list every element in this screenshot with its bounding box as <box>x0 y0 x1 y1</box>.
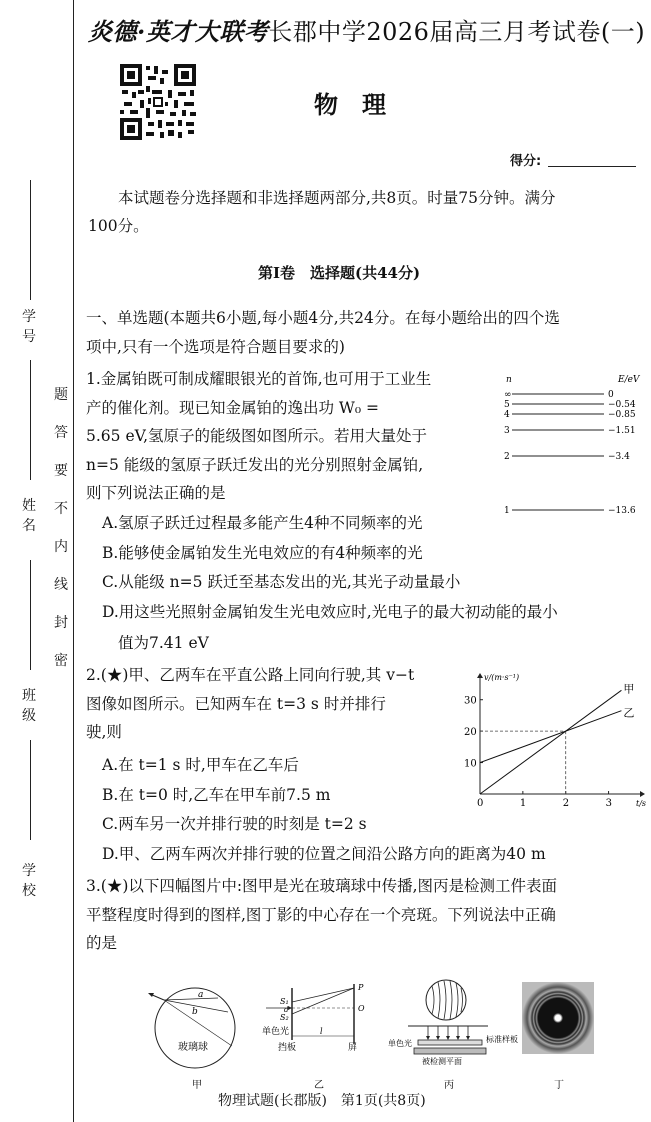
xingming-line <box>30 360 31 480</box>
energy-level-n: 5 <box>504 400 510 410</box>
seal-char: 不 <box>54 501 68 517</box>
q1-option-2: B.能够使金属铂发生光电效应的有4种频率的光 <box>102 543 423 562</box>
page-footer: 物理试题(长郡版) 第1页(共8页) <box>218 1093 426 1109</box>
figure-jia <box>140 980 250 1092</box>
seal-char: 内 <box>54 539 68 555</box>
standard-plate-label: 标准样板 <box>486 1035 518 1044</box>
q2-stem-line-2: 图像如图所示。已知两车在 t=3 s 时并排行 <box>86 694 386 713</box>
q1-stem-line-3: 5.65 eV,氢原子的能级图如图所示。若用大量处于 <box>86 427 428 445</box>
figure-yi <box>262 980 374 1092</box>
figure-bing-caption: 丙 <box>444 1080 454 1091</box>
figure-yi-caption: 乙 <box>314 1080 324 1091</box>
x-tick-label: 3 <box>605 798 612 809</box>
q1-stem-line-4: n=5 能级的氢原子跃迁发出的光分别照射金属铂, <box>86 455 424 474</box>
subject-title: 物 理 <box>314 90 386 119</box>
xuehao-line <box>30 180 31 300</box>
q2-stem-line-1: 2.(★)甲、乙两车在平直公路上同向行驶,其 v−t <box>86 666 415 684</box>
q2-option-4: D.甲、乙两车两次并排行驶的位置之间沿公路方向的距离为40 m <box>102 844 546 863</box>
ray-a-label: a <box>198 990 204 1000</box>
glass-ball-label: 玻璃球 <box>178 1042 208 1053</box>
banji-label: 班 级 <box>22 688 36 724</box>
q2-option-1: A.在 t=1 s 时,甲车在乙车后 <box>102 756 299 774</box>
series-label-jia: 甲 <box>623 682 635 696</box>
score-label: 得分: <box>510 154 542 169</box>
q2-stem-line-3: 驶,则 <box>86 723 122 741</box>
seal-char: 封 <box>54 615 68 631</box>
tested-plane-label: 被检测平面 <box>422 1057 462 1066</box>
l-label: l <box>320 1027 323 1036</box>
intro-line-2: 100分。 <box>88 217 149 235</box>
energy-level-n: 4 <box>504 410 510 420</box>
q3-stem-line-2: 平整程度时得到的图样,图丁影的中心存在一个亮斑。下列说法中正确 <box>86 905 556 924</box>
s2-label: S₂ <box>280 1013 289 1022</box>
xuexiao-label: 学 校 <box>22 863 36 899</box>
screen-label: 屏 <box>348 1043 358 1053</box>
score-blank[interactable] <box>548 166 636 167</box>
vt-chart <box>460 672 645 812</box>
figure-ding-caption: 丁 <box>554 1080 564 1091</box>
p-label: P <box>358 983 364 992</box>
s1-label: S₁ <box>280 997 289 1006</box>
brand-name: 炎德·英才大联考 <box>88 17 269 46</box>
q1-option-4: D.用这些光照射金属铂发生光电效应时,光电子的最大初动能的最小 <box>102 602 558 621</box>
figure-bing <box>388 976 518 1092</box>
q2-option-3: C.两车另一次并排行驶的时刻是 t=2 s <box>102 815 367 833</box>
mono-light-label: 单色光 <box>262 1027 290 1037</box>
energy-level-n: 2 <box>504 452 510 462</box>
q3-stem-line-3: 的是 <box>86 934 118 952</box>
x-tick-label: 0 <box>477 798 484 809</box>
q1-stem-line-2: 产的催化剂。现已知金属铂的逸出功 W₀ = <box>86 398 379 417</box>
q1-stem-line-1: 1.金属铂既可制成耀眼银光的首饰,也可用于工业生 <box>86 370 432 388</box>
energy-level-e: −3.4 <box>608 452 630 462</box>
x-tick-label: 2 <box>562 798 570 809</box>
part-1-line-1: 一、单选题(本题共6小题,每小题4分,共24分。在每小题给出的四个选 <box>86 309 560 327</box>
q2-option-2: B.在 t=0 时,乙车在甲车前7.5 m <box>102 785 331 804</box>
energy-level-e: −1.51 <box>608 426 636 436</box>
figure-jia-caption: 甲 <box>192 1080 202 1091</box>
energy-level-n: ∞ <box>504 390 512 400</box>
energy-level-n: 3 <box>504 426 510 436</box>
series-label-yi: 乙 <box>623 706 635 720</box>
energy-level-e: −13.6 <box>608 506 636 516</box>
series-line-yi <box>480 711 621 763</box>
series-line-jia <box>480 690 621 794</box>
xuexiao-line <box>30 740 31 840</box>
exam-name: 长郡中学2026届高三月考试卷(一) <box>268 18 646 46</box>
energy-level-diagram <box>500 370 646 520</box>
exam-title <box>88 12 645 47</box>
q1-stem-line-5: 则下列说法正确的是 <box>86 484 226 502</box>
seal-char: 要 <box>54 463 68 479</box>
energy-level-e: −0.85 <box>608 410 636 420</box>
seal-char: 密 <box>54 653 68 669</box>
seal-char: 题 <box>54 387 68 403</box>
xingming-label: 姓 名 <box>22 498 36 534</box>
seal-char: 答 <box>54 425 68 441</box>
y-tick-label: 20 <box>464 727 477 739</box>
board-label: 挡板 <box>278 1043 297 1053</box>
q3-stem-line-1: 3.(★)以下四幅图片中:图甲是光在玻璃球中传播,图丙是检测工件表面 <box>86 877 558 895</box>
intro-line-1: 本试题卷分选择题和非选择题两部分,共8页。时量75分钟。满分 <box>118 189 556 207</box>
qr-code <box>118 62 198 142</box>
x-axis-label: t/s <box>636 799 647 808</box>
d-label: d <box>284 1006 289 1014</box>
banji-line <box>30 560 31 670</box>
q1-option-3: C.从能级 n=5 跃迁至基态发出的光,其光子动量最小 <box>102 573 461 591</box>
energy-level-n: 1 <box>504 506 510 516</box>
energy-level-e: 0 <box>608 390 614 400</box>
o-label: O <box>358 1004 365 1013</box>
y-axis-label: v/(m·s⁻¹) <box>484 673 520 682</box>
part-1-line-2: 项中,只有一个选项是符合题目要求的) <box>86 338 345 356</box>
x-axis-arrow <box>640 791 645 797</box>
ray-b-label: b <box>192 1007 198 1017</box>
q1-option-d-cont: 值为7.41 eV <box>118 634 209 652</box>
xuehao-label: 学 号 <box>22 309 36 345</box>
q1-option-1: A.氢原子跃迁过程最多能产生4种不同频率的光 <box>102 514 423 532</box>
n-label: n <box>506 375 512 385</box>
section-1-title: 第Ⅰ卷 选择题(共44分) <box>258 264 421 282</box>
e-label: E/eV <box>618 375 640 385</box>
seal-char: 线 <box>54 577 68 593</box>
x-tick-label: 1 <box>519 798 527 809</box>
margin-border-line <box>73 0 74 1122</box>
y-axis-arrow <box>477 673 483 678</box>
y-tick-label: 10 <box>464 758 477 770</box>
energy-level-e: −0.54 <box>608 400 636 410</box>
y-tick-label: 30 <box>464 695 477 707</box>
bing-light-label: 单色光 <box>388 1039 412 1048</box>
figure-ding <box>520 980 596 1092</box>
